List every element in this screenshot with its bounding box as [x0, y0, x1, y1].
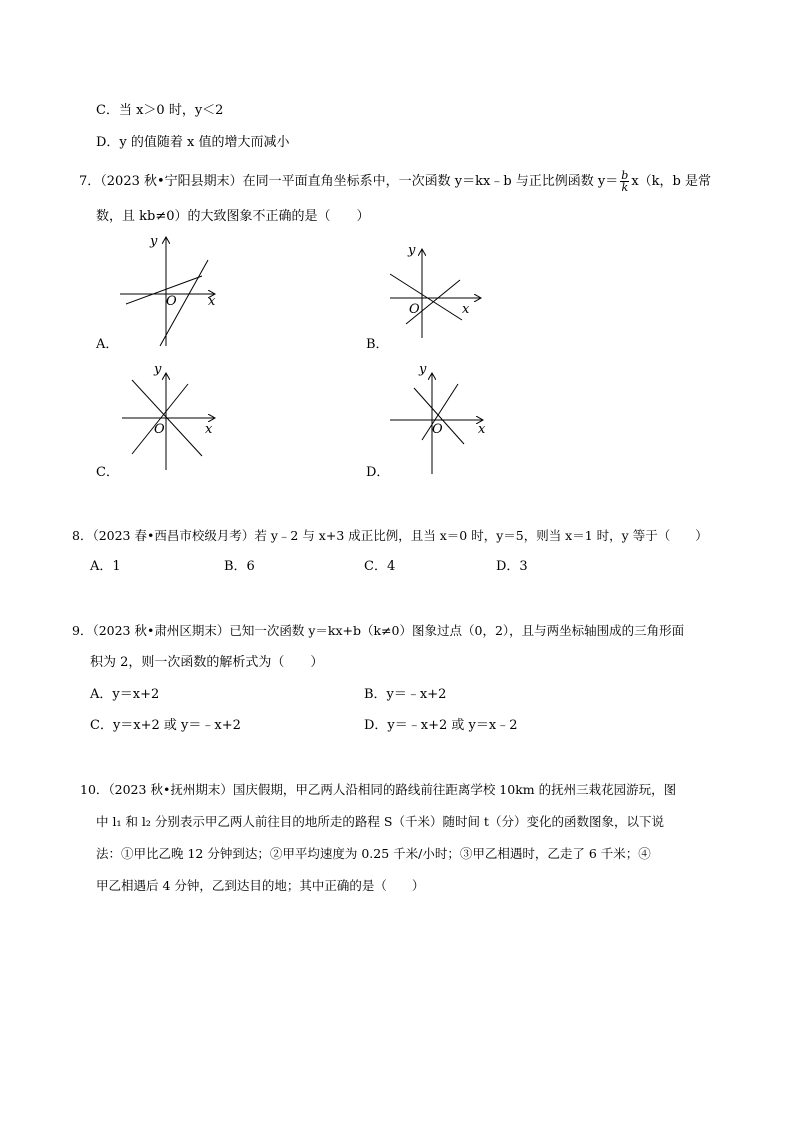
q7-b-y-label: y: [408, 243, 416, 258]
q7-graph-c: [118, 370, 222, 472]
q7-a-y-label: y: [150, 234, 158, 249]
q6-option-d: D．y 的值随着 x 值的增大而减小: [96, 135, 290, 150]
line-1: [126, 276, 202, 304]
q7-stem-part2: x（k，b 是常: [631, 174, 711, 189]
q8-option-d: D．3: [496, 559, 528, 574]
q7-fraction-den: k: [621, 181, 629, 194]
q7-stem-line2: 数，且 kb≠0）的大致图象不正确的是（ ）: [96, 209, 370, 224]
q7-b-x-label: x: [462, 302, 470, 317]
q7-d-x-label: x: [478, 422, 486, 437]
q8-option-c: C．4: [364, 559, 396, 574]
q7-b-origin: O: [409, 302, 420, 317]
q7-graph-a: [110, 232, 220, 350]
q7-fraction-num: b: [621, 169, 629, 182]
q7-label-a: A．: [96, 337, 119, 352]
q7-label-d: D．: [366, 465, 390, 480]
q10-stem-line3: 法：①甲比乙晚 12 分钟到达；②甲平均速度为 0.25 千米/小时；③甲乙相遇时，乙走了 6 千米；④: [96, 846, 651, 861]
q9-stem-line1: 9．（2023 秋•肃州区期末）已知一次函数 y＝kx+b（k≠0）图象过点（0，2），且与两坐标轴围成的三角形面: [72, 623, 685, 638]
q7-d-origin: O: [432, 422, 443, 437]
q7-stem-part1: 7．（2023 秋•宁阳县期末）在同一平面直角坐标系中，一次函数 y＝kx﹣b 与正比例函数 y＝: [79, 174, 619, 189]
q9-option-b: B．y＝﹣x+2: [364, 687, 447, 702]
q8-option-a: A．1: [90, 559, 121, 574]
q7-fraction: [620, 170, 629, 193]
q7-c-x-label: x: [205, 422, 213, 437]
q7-stem-line1: [79, 170, 711, 193]
q9-stem-line2: 积为 2，则一次函数的解析式为（ ）: [90, 655, 324, 670]
line-1: [390, 274, 462, 320]
q10-stem-line1: 10．（2023 秋•抚州期末）国庆假期，甲乙两人沿相同的路线前往距离学校 10km 的抚州三栽花园游玩，图: [80, 782, 677, 797]
q7-a-x-label: x: [208, 294, 216, 309]
q9-option-c: C．y＝x+2 或 y＝﹣x+2: [90, 718, 241, 733]
q7-d-y-label: y: [419, 362, 427, 377]
q7-c-origin: O: [154, 422, 165, 437]
q10-stem-line2: 中 l₁ 和 l₂ 分别表示甲乙两人前往目的地所走的路程 S（千米）随时间 t（分）变化的函数图象，以下说: [96, 814, 664, 829]
q9-option-d: D．y＝﹣x+2 或 y＝x﹣2: [364, 718, 518, 733]
q8-stem: 8．（2023 春•西昌市校级月考）若 y﹣2 与 x+3 成正比例，且当 x＝0 时，y＝5，则当 x＝1 时，y 等于（ ）: [72, 528, 708, 543]
q6-option-c: C．当 x＞0 时，y＜2: [96, 103, 224, 118]
q7-c-y-label: y: [154, 362, 162, 377]
q8-option-b: B．6: [224, 559, 255, 574]
q7-label-c: C．: [96, 465, 119, 480]
q10-stem-line4: 甲乙相遇后 4 分钟，乙到达目的地；其中正确的是（ ）: [96, 878, 425, 893]
q9-option-a: A．y＝x+2: [90, 687, 160, 702]
line-2: [132, 384, 188, 454]
q7-a-origin: O: [166, 294, 177, 309]
q7-label-b: B．: [366, 337, 389, 352]
q7-graph-b: [386, 244, 486, 340]
